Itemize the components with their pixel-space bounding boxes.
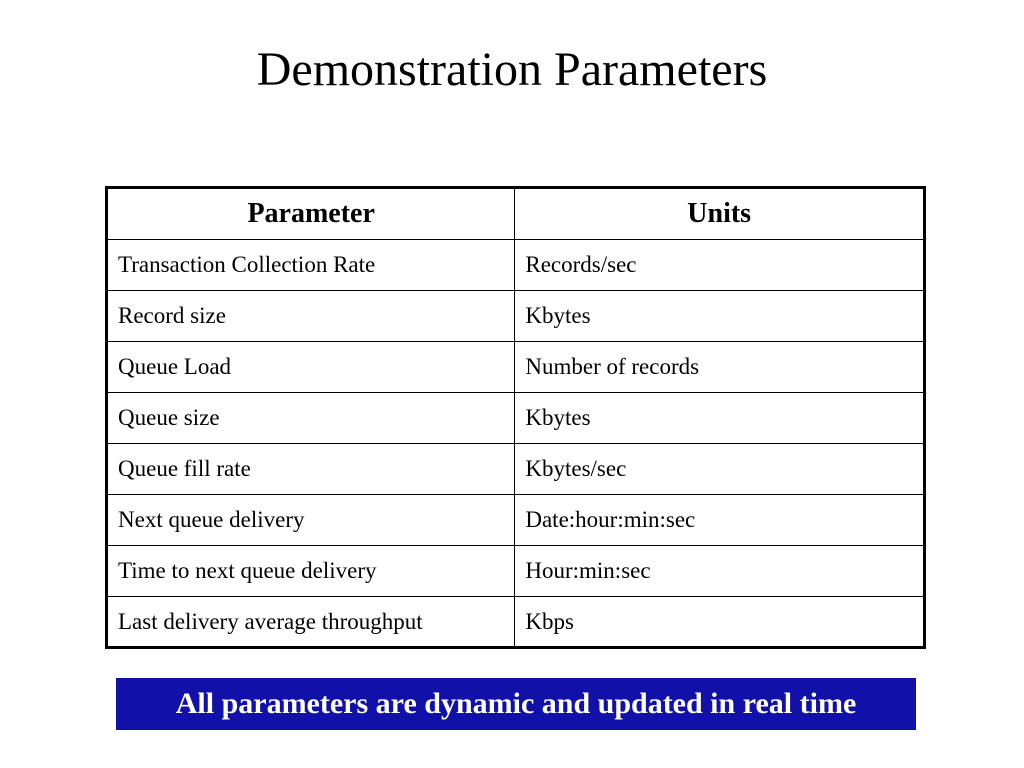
table-row xyxy=(107,240,925,291)
table-row xyxy=(107,291,925,342)
column-header-units: Units xyxy=(515,188,925,240)
parameter-cell: Next queue delivery xyxy=(107,495,515,546)
units-cell: Hour:min:sec xyxy=(515,546,925,597)
units-cell: Kbytes xyxy=(515,291,925,342)
parameter-cell: Record size xyxy=(107,291,515,342)
table-header-row xyxy=(107,188,925,240)
parameter-cell: Time to next queue delivery xyxy=(107,546,515,597)
table-row xyxy=(107,393,925,444)
page-title: Demonstration Parameters xyxy=(256,43,768,96)
units-cell: Number of records xyxy=(515,342,925,393)
table-row xyxy=(107,546,925,597)
units-cell: Kbytes xyxy=(515,393,925,444)
table-row xyxy=(107,342,925,393)
units-cell: Kbytes/sec xyxy=(515,444,925,495)
column-header-parameter: Parameter xyxy=(107,188,515,240)
parameter-cell: Queue fill rate xyxy=(107,444,515,495)
parameter-cell: Queue Load xyxy=(107,342,515,393)
parameter-cell: Transaction Collection Rate xyxy=(107,240,515,291)
units-cell: Records/sec xyxy=(515,240,925,291)
table-row xyxy=(107,597,925,648)
table-row xyxy=(107,444,925,495)
units-cell: Date:hour:min:sec xyxy=(515,495,925,546)
info-banner: All parameters are dynamic and updated in real time xyxy=(116,678,916,730)
parameters-table xyxy=(105,186,926,649)
table-row xyxy=(107,495,925,546)
units-cell: Kbps xyxy=(515,597,925,648)
parameter-cell: Queue size xyxy=(107,393,515,444)
parameter-cell: Last delivery average throughput xyxy=(107,597,515,648)
